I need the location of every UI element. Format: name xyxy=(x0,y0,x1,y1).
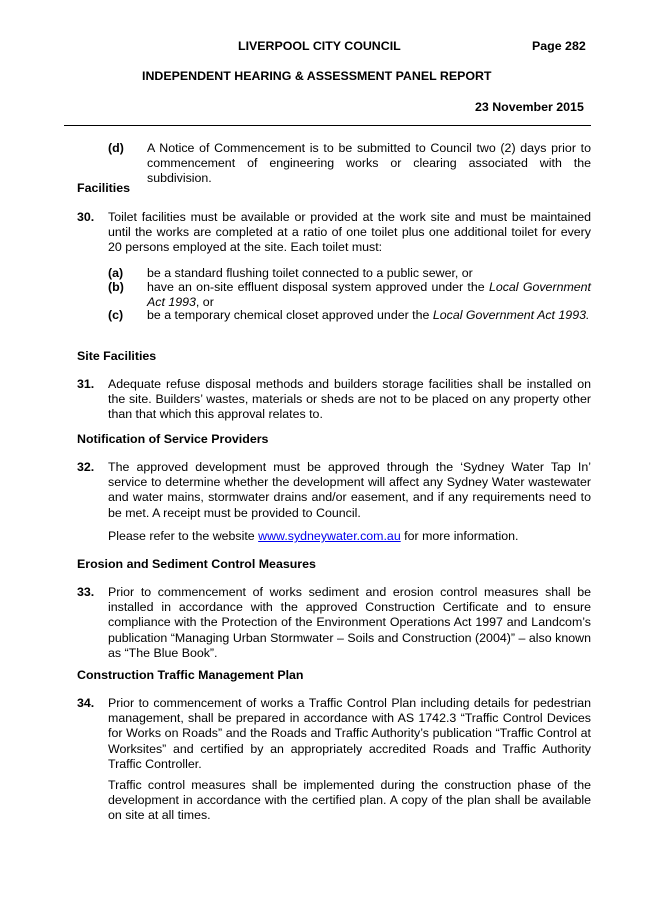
page-number: Page 282 xyxy=(532,39,586,53)
condition-31-number: 31. xyxy=(77,377,95,391)
item-b-label: (b) xyxy=(108,280,124,294)
item-d-text: A Notice of Commencement is to be submitted to Council two (2) days prior to commencement of engineering works or clearing associated with the subdivision. xyxy=(147,141,591,186)
traffic-heading: Construction Traffic Management Plan xyxy=(77,668,304,682)
council-name: LIVERPOOL CITY COUNCIL xyxy=(238,39,401,53)
condition-30-text: Toilet facilities must be available or provided at the work site and must be maintained until the works are completed at a ratio of one toilet plus one additional toilet for every 20 persons employed at the site. Each toilet must: xyxy=(108,210,591,255)
report-date: 23 November 2015 xyxy=(475,100,584,114)
facilities-heading: Facilities xyxy=(77,181,131,195)
item-a-label: (a) xyxy=(108,266,124,280)
item-b-text: have an on-site effluent disposal system approved under the Local Government Act 1993, or xyxy=(147,280,592,310)
condition-34-text: Prior to commencement of works a Traffic Control Plan including details for pedestrian management, shall be prepared in accordance with AS 1742.3 “Traffic Control Devices for Works on Roads” and the Roads and Traffic Authority’s publication “Traffic Control at Worksites” and certified by an appropriately accredited Roads and Traffic Authority Traffic Controller. xyxy=(108,696,591,771)
item-d-label: (d) xyxy=(108,141,124,155)
condition-30-number: 30. xyxy=(77,210,95,224)
item-c-label: (c) xyxy=(108,308,124,322)
report-title: INDEPENDENT HEARING & ASSESSMENT PANEL REPORT xyxy=(142,69,492,83)
condition-33-text: Prior to commencement of works sediment and erosion control measures shall be installed in accordance with the approved Construction Certificate and to ensure compliance with the Protection of the Environment Operations Act 1997 and Landcom’s publication “Managing Urban Stormwater – Soils and Construction (2004)” – also known as “The Blue Book”. xyxy=(108,585,591,660)
item-c-text: be a temporary chemical closet approved under the Local Government Act 1993. xyxy=(147,308,590,322)
header-rule xyxy=(64,125,591,126)
website-reference: Please refer to the website www.sydneywater.com.au for more information. xyxy=(108,529,519,543)
condition-33-number: 33. xyxy=(77,585,95,599)
sydney-water-link[interactable]: www.sydneywater.com.au xyxy=(258,529,401,543)
condition-32-number: 32. xyxy=(77,460,95,474)
condition-34-text-2: Traffic control measures shall be implemented during the construction phase of the development in accordance with the certified plan. A copy of the plan shall be available on site at all times. xyxy=(108,778,591,823)
notification-heading: Notification of Service Providers xyxy=(77,432,269,446)
condition-32-text: The approved development must be approved through the ‘Sydney Water Tap In’ service to determine whether the development will affect any Sydney Water wastewater and water mains, stormwater drains and/or easement, and if any requirements need to be met. A receipt must be provided to Council. xyxy=(108,460,591,520)
condition-31-text: Adequate refuse disposal methods and builders storage facilities shall be installed on the site. Builders’ wastes, materials or sheds are not to be placed on any property other than that which this approval relates to. xyxy=(108,377,591,422)
site-facilities-heading: Site Facilities xyxy=(77,349,157,363)
item-a-text: be a standard flushing toilet connected to a public sewer, or xyxy=(147,266,473,280)
erosion-heading: Erosion and Sediment Control Measures xyxy=(77,557,316,571)
condition-34-number: 34. xyxy=(77,696,95,710)
